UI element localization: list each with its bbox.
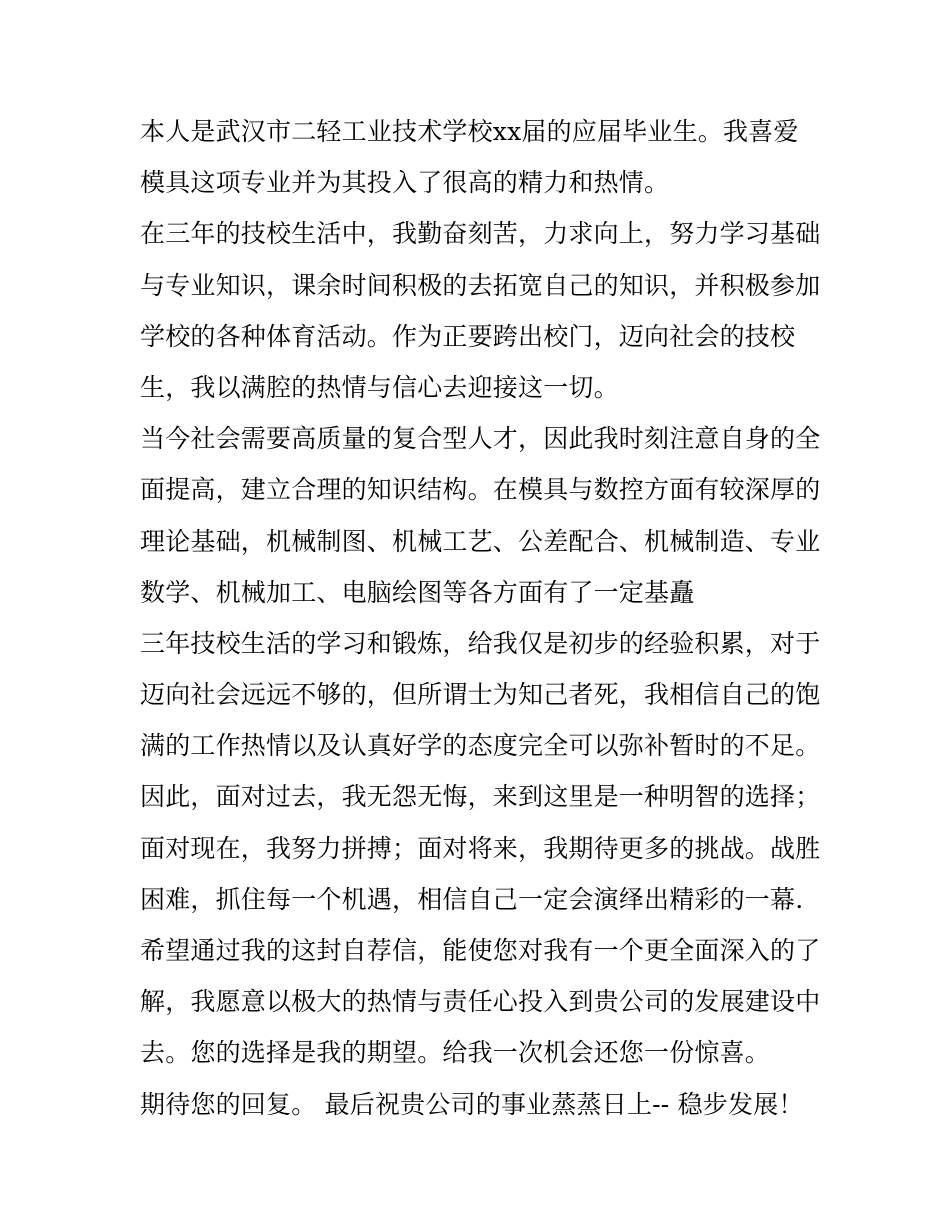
- text-line: 三年技校生活的学习和锻炼，给我仅是初步的经验积累，对于: [140, 628, 821, 658]
- text-line: 去。您的选择是我的期望。给我一次机会还您一份惊喜。: [140, 1038, 771, 1068]
- text-line: 困难，抓住每一个机遇，相信自己一定会演绎出精彩的一幕.: [140, 884, 804, 914]
- text-line: 在三年的技校生活中，我勤奋刻苦，力求向上，努力学习基础: [140, 219, 821, 249]
- text-line: 本人是武汉市二轻工业技术学校xx届的应届毕业生。我喜爱: [140, 117, 799, 146]
- text-line: 面对现在，我努力拼搏；面对将来，我期待更多的挑战。战胜: [140, 833, 821, 863]
- text-line: 满的工作热情以及认真好学的态度完全可以弥补暂时的不足。: [140, 731, 821, 761]
- text-line: 模具这项专业并为其投入了很高的精力和热情。: [140, 168, 670, 198]
- text-line: 当今社会需要高质量的复合型人才，因此我时刻注意自身的全: [140, 424, 821, 454]
- paragraph-skills: [140, 413, 820, 618]
- paragraph-introduction: [140, 106, 820, 208]
- text-line: 期待您的回复。 最后祝贵公司的事业蒸蒸日上-- 稳步发展！: [140, 1089, 804, 1119]
- paragraph-closing: [140, 1079, 820, 1130]
- text-line: 生，我以满腔的热情与信心去迎接这一切。: [140, 372, 619, 402]
- text-line: 学校的各种体育活动。作为正要跨出校门，迈向社会的技校: [140, 321, 796, 351]
- text-line: 数学、机械加工、电脑绘图等各方面有了一定基矗: [140, 577, 695, 607]
- paragraph-school-life: [140, 208, 820, 413]
- text-line: 理论基础，机械制图、机械工艺、公差配合、机械制造、专业: [140, 526, 821, 556]
- text-line: 希望通过我的这封自荐信，能使您对我有一个更全面深入的了: [140, 936, 821, 965]
- text-line: 因此，面对过去，我无怨无悔，来到这里是一种明智的选择；: [140, 782, 821, 812]
- paragraph-experience: [140, 618, 820, 925]
- document-page: [140, 106, 820, 1130]
- text-line: 迈向社会远远不够的，但所谓士为知己者死，我相信自己的饱: [140, 680, 821, 710]
- text-line: 解，我愿意以极大的热情与责任心投入到贵公司的发展建设中: [140, 987, 821, 1017]
- text-line: 与专业知识，课余时间积极的去拓宽自己的知识，并积极参加: [140, 270, 821, 300]
- paragraph-recommendation: [140, 925, 820, 1079]
- text-line: 面提高，建立合理的知识结构。在模具与数控方面有较深厚的: [140, 475, 821, 505]
